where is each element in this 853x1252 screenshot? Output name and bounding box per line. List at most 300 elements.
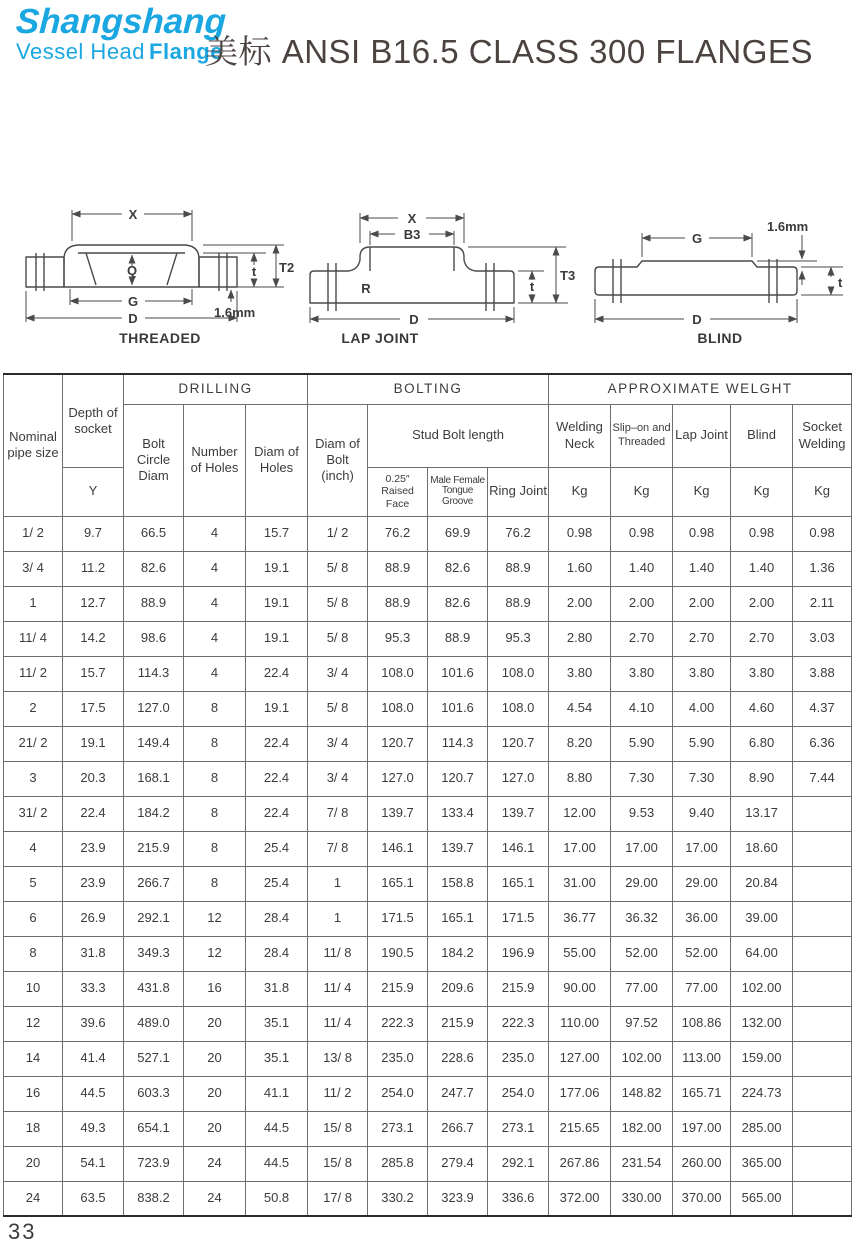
table-cell: 3/ 4 xyxy=(308,726,368,761)
table-cell: 19.1 xyxy=(63,726,124,761)
table-cell: 20 xyxy=(4,1146,63,1181)
table-cell: 15.7 xyxy=(246,516,308,551)
dim-label-d: D xyxy=(128,311,138,326)
table-cell: 267.86 xyxy=(549,1146,611,1181)
table-cell: 285.8 xyxy=(368,1146,428,1181)
table-cell: 36.32 xyxy=(611,901,673,936)
header-nominal-pipe-size: Nominal pipe size xyxy=(4,374,63,516)
table-row xyxy=(4,1006,852,1041)
table-cell: 31/ 2 xyxy=(4,796,63,831)
table-cell: 171.5 xyxy=(488,901,549,936)
table-cell: 3.03 xyxy=(793,621,852,656)
table-cell: 9.7 xyxy=(63,516,124,551)
header-kg-lap-joint: Kg xyxy=(673,467,731,516)
table-cell: 88.9 xyxy=(488,551,549,586)
table-cell: 3/ 4 xyxy=(4,551,63,586)
table-cell: 247.7 xyxy=(428,1076,488,1111)
table-cell xyxy=(793,866,852,901)
table-row xyxy=(4,796,852,831)
table-body xyxy=(4,516,852,1216)
table-cell: 165.1 xyxy=(428,901,488,936)
table-cell: 7.30 xyxy=(611,761,673,796)
table-cell: 25.4 xyxy=(246,831,308,866)
table-row xyxy=(4,1146,852,1181)
table-cell: 15/ 8 xyxy=(308,1111,368,1146)
table-cell: 2.70 xyxy=(611,621,673,656)
dim-label-raised-face: 1.6mm xyxy=(767,219,809,234)
table-cell: 114.3 xyxy=(124,656,184,691)
table-cell: 158.8 xyxy=(428,866,488,901)
table-cell: 349.3 xyxy=(124,936,184,971)
table-cell: 5/ 8 xyxy=(308,551,368,586)
table-cell: 6.80 xyxy=(731,726,793,761)
table-cell: 7.30 xyxy=(673,761,731,796)
dim-label-t2: T2 xyxy=(279,260,295,275)
table-cell: 489.0 xyxy=(124,1006,184,1041)
brand-tagline-flange: Flange xyxy=(149,39,223,64)
table-cell: 28.4 xyxy=(246,901,308,936)
diagram-caption-threaded: THREADED xyxy=(119,330,201,346)
table-cell: 4 xyxy=(4,831,63,866)
lap-joint-drawing xyxy=(300,183,578,333)
table-cell: 7/ 8 xyxy=(308,796,368,831)
table-cell: 88.9 xyxy=(428,621,488,656)
table-cell: 1.60 xyxy=(549,551,611,586)
threaded-drawing xyxy=(18,183,298,333)
table-cell: 12 xyxy=(4,1006,63,1041)
table-cell: 18 xyxy=(4,1111,63,1146)
table-cell: 120.7 xyxy=(488,726,549,761)
table-cell: 14.2 xyxy=(63,621,124,656)
table-row xyxy=(4,1181,852,1216)
table-cell: 1.36 xyxy=(793,551,852,586)
table-cell: 11/ 8 xyxy=(308,936,368,971)
table-cell: 10 xyxy=(4,971,63,1006)
table-cell: 101.6 xyxy=(428,656,488,691)
table-cell: 77.00 xyxy=(611,971,673,1006)
table-cell: 16 xyxy=(184,971,246,1006)
table-cell: 127.0 xyxy=(488,761,549,796)
table-cell: 11/ 2 xyxy=(4,656,63,691)
table-cell: 228.6 xyxy=(428,1041,488,1076)
table-cell: 76.2 xyxy=(368,516,428,551)
table-cell: 11/ 4 xyxy=(4,621,63,656)
dim-label-q: Q xyxy=(126,263,138,278)
table-cell: 148.82 xyxy=(611,1076,673,1111)
table-cell: 292.1 xyxy=(488,1146,549,1181)
table-row xyxy=(4,1111,852,1146)
table-cell: 149.4 xyxy=(124,726,184,761)
table-cell xyxy=(793,1006,852,1041)
table-cell: 41.4 xyxy=(63,1041,124,1076)
table-cell: 3/ 4 xyxy=(308,656,368,691)
table-cell: 108.86 xyxy=(673,1006,731,1041)
table-cell: 2.70 xyxy=(673,621,731,656)
table-cell: 102.00 xyxy=(611,1041,673,1076)
table-cell: 0.98 xyxy=(793,516,852,551)
table-cell: 20.3 xyxy=(63,761,124,796)
table-cell: 88.9 xyxy=(368,551,428,586)
table-cell: 292.1 xyxy=(124,901,184,936)
header-kg-blind: Kg xyxy=(731,467,793,516)
table-cell: 28.4 xyxy=(246,936,308,971)
table-cell: 24 xyxy=(184,1181,246,1216)
header-welding-neck: Welding Neck xyxy=(549,404,611,467)
table-cell: 127.0 xyxy=(124,691,184,726)
table-cell: 88.9 xyxy=(488,586,549,621)
table-cell: 11/ 4 xyxy=(308,971,368,1006)
table-cell: 77.00 xyxy=(673,971,731,1006)
table-cell: 8 xyxy=(184,691,246,726)
page-title: 美标 ANSI B16.5 CLASS 300 FLANGES xyxy=(205,33,813,70)
table-cell: 41.1 xyxy=(246,1076,308,1111)
table-cell: 254.0 xyxy=(488,1076,549,1111)
table-cell: 50.8 xyxy=(246,1181,308,1216)
table-cell xyxy=(793,901,852,936)
table-cell xyxy=(793,831,852,866)
table-row xyxy=(4,726,852,761)
table-cell: 5 xyxy=(4,866,63,901)
table-cell: 365.00 xyxy=(731,1146,793,1181)
table-cell: 24 xyxy=(4,1181,63,1216)
table-cell: 26.9 xyxy=(63,901,124,936)
header-ring-joint: Ring Joint xyxy=(488,467,549,516)
table-cell: 1/ 2 xyxy=(308,516,368,551)
table-cell: 8.90 xyxy=(731,761,793,796)
table-cell: 4.54 xyxy=(549,691,611,726)
table-cell: 5.90 xyxy=(673,726,731,761)
table-cell: 24 xyxy=(184,1146,246,1181)
table-cell: 22.4 xyxy=(246,761,308,796)
table-cell: 196.9 xyxy=(488,936,549,971)
table-cell: 654.1 xyxy=(124,1111,184,1146)
table-cell: 159.00 xyxy=(731,1041,793,1076)
table-cell: 4 xyxy=(184,656,246,691)
table-cell: 8.20 xyxy=(549,726,611,761)
dim-label-x: X xyxy=(407,211,417,226)
table-cell: 39.00 xyxy=(731,901,793,936)
table-cell: 44.5 xyxy=(63,1076,124,1111)
table-cell: 323.9 xyxy=(428,1181,488,1216)
table-cell: 3.80 xyxy=(611,656,673,691)
table-cell: 33.3 xyxy=(63,971,124,1006)
dim-label-b3: B3 xyxy=(403,227,421,242)
table-cell: 2 xyxy=(4,691,63,726)
table-cell: 330.00 xyxy=(611,1181,673,1216)
table-cell: 5.90 xyxy=(611,726,673,761)
table-cell: 82.6 xyxy=(428,586,488,621)
table-cell: 2.70 xyxy=(731,621,793,656)
table-cell: 139.7 xyxy=(488,796,549,831)
table-cell: 336.6 xyxy=(488,1181,549,1216)
table-cell: 76.2 xyxy=(488,516,549,551)
table-cell: 215.9 xyxy=(428,1006,488,1041)
table-cell: 36.00 xyxy=(673,901,731,936)
table-cell: 20 xyxy=(184,1041,246,1076)
table-cell: 20 xyxy=(184,1111,246,1146)
header-group-approximate-weight: APPROXIMATE WELGHT xyxy=(549,374,852,404)
table-cell: 5/ 8 xyxy=(308,586,368,621)
header-kg-welding-neck: Kg xyxy=(549,467,611,516)
table-cell: 14 xyxy=(4,1041,63,1076)
table-cell: 3/ 4 xyxy=(308,761,368,796)
table-cell: 171.5 xyxy=(368,901,428,936)
table-cell: 4 xyxy=(184,586,246,621)
table-cell: 31.8 xyxy=(246,971,308,1006)
table-cell: 273.1 xyxy=(488,1111,549,1146)
table-cell xyxy=(793,1076,852,1111)
table-cell: 108.0 xyxy=(368,691,428,726)
table-cell: 3.88 xyxy=(793,656,852,691)
dim-label-d: D xyxy=(692,312,702,327)
table-cell: 88.9 xyxy=(368,586,428,621)
table-cell: 215.9 xyxy=(124,831,184,866)
header-kg-slip-on: Kg xyxy=(611,467,673,516)
table-cell: 190.5 xyxy=(368,936,428,971)
dim-label-r: R xyxy=(361,281,371,296)
table-cell: 372.00 xyxy=(549,1181,611,1216)
table-cell: 3.80 xyxy=(673,656,731,691)
header-slip-on-threaded: Slip–on and Threaded xyxy=(611,404,673,467)
table-cell: 6 xyxy=(4,901,63,936)
table-cell: 4 xyxy=(184,516,246,551)
dim-label-t: t xyxy=(251,264,257,279)
table-cell: 285.00 xyxy=(731,1111,793,1146)
table-cell: 69.9 xyxy=(428,516,488,551)
table-cell: 15.7 xyxy=(63,656,124,691)
header-diam-of-holes: Diam of Holes xyxy=(246,404,308,516)
table-cell: 146.1 xyxy=(488,831,549,866)
threaded-diagram xyxy=(18,183,298,333)
table-cell: 82.6 xyxy=(124,551,184,586)
table-cell xyxy=(793,971,852,1006)
table-cell: 52.00 xyxy=(673,936,731,971)
table-row xyxy=(4,621,852,656)
table-cell: 273.1 xyxy=(368,1111,428,1146)
table-cell: 12.7 xyxy=(63,586,124,621)
header-blind: Blind xyxy=(731,404,793,467)
table-cell: 31.8 xyxy=(63,936,124,971)
header-lap-joint: Lap Joint xyxy=(673,404,731,467)
diagram-caption-blind: BLIND xyxy=(697,330,743,346)
table-cell: 431.8 xyxy=(124,971,184,1006)
table-cell: 29.00 xyxy=(673,866,731,901)
table-cell: 11/ 4 xyxy=(308,1006,368,1041)
table-cell: 101.6 xyxy=(428,691,488,726)
table-cell: 2.00 xyxy=(731,586,793,621)
table-cell: 102.00 xyxy=(731,971,793,1006)
table-cell: 36.77 xyxy=(549,901,611,936)
table-cell: 254.0 xyxy=(368,1076,428,1111)
table-cell: 8 xyxy=(184,796,246,831)
dim-label-t: t xyxy=(529,279,535,294)
table-cell: 108.0 xyxy=(488,691,549,726)
table-cell: 2.11 xyxy=(793,586,852,621)
page-number: 33 xyxy=(8,1219,37,1244)
table-cell: 3 xyxy=(4,761,63,796)
table-cell: 9.40 xyxy=(673,796,731,831)
table-cell: 108.0 xyxy=(368,656,428,691)
table-cell: 266.7 xyxy=(124,866,184,901)
table-cell: 184.2 xyxy=(428,936,488,971)
table-cell: 13.17 xyxy=(731,796,793,831)
table-cell: 182.00 xyxy=(611,1111,673,1146)
table-cell: 1/ 2 xyxy=(4,516,63,551)
table-cell: 0.98 xyxy=(611,516,673,551)
table-cell: 2.00 xyxy=(549,586,611,621)
table-cell: 215.9 xyxy=(368,971,428,1006)
table-cell: 35.1 xyxy=(246,1041,308,1076)
table-cell: 723.9 xyxy=(124,1146,184,1181)
table-cell: 8 xyxy=(4,936,63,971)
table-cell: 235.0 xyxy=(368,1041,428,1076)
table-cell: 22.4 xyxy=(63,796,124,831)
table-cell: 133.4 xyxy=(428,796,488,831)
table-cell: 110.00 xyxy=(549,1006,611,1041)
table-cell: 1.40 xyxy=(611,551,673,586)
table-cell: 177.06 xyxy=(549,1076,611,1111)
table-cell xyxy=(793,1146,852,1181)
table-cell: 39.6 xyxy=(63,1006,124,1041)
table-cell: 44.5 xyxy=(246,1146,308,1181)
table-cell: 88.9 xyxy=(124,586,184,621)
table-cell: 25.4 xyxy=(246,866,308,901)
table-cell: 95.3 xyxy=(488,621,549,656)
table-cell: 279.4 xyxy=(428,1146,488,1181)
table-cell: 139.7 xyxy=(368,796,428,831)
table-cell: 215.65 xyxy=(549,1111,611,1146)
table-row xyxy=(4,1076,852,1111)
header-depth-y: Y xyxy=(63,467,124,516)
table-cell: 139.7 xyxy=(428,831,488,866)
table-cell: 527.1 xyxy=(124,1041,184,1076)
table-cell: 838.2 xyxy=(124,1181,184,1216)
header-stud-bolt-length: Stud Bolt length xyxy=(368,404,549,467)
table-cell: 1 xyxy=(308,866,368,901)
diagram-caption-lap-joint: LAP JOINT xyxy=(341,330,419,346)
header-depth-of-socket: Depth of socket xyxy=(63,374,124,467)
table-cell: 7.44 xyxy=(793,761,852,796)
table-cell: 23.9 xyxy=(63,831,124,866)
table-row xyxy=(4,586,852,621)
table-cell: 22.4 xyxy=(246,726,308,761)
dim-label-t: t xyxy=(838,275,843,290)
table-cell: 8 xyxy=(184,726,246,761)
table-cell: 17.00 xyxy=(549,831,611,866)
table-cell: 66.5 xyxy=(124,516,184,551)
table-row xyxy=(4,831,852,866)
table-cell xyxy=(793,1041,852,1076)
spec-table xyxy=(3,373,852,1217)
table-cell: 132.00 xyxy=(731,1006,793,1041)
table-cell: 120.7 xyxy=(368,726,428,761)
table-cell: 370.00 xyxy=(673,1181,731,1216)
table-cell: 19.1 xyxy=(246,621,308,656)
header-group-bolting: BOLTING xyxy=(308,374,549,404)
table-row xyxy=(4,971,852,1006)
table-cell: 222.3 xyxy=(488,1006,549,1041)
table-cell: 146.1 xyxy=(368,831,428,866)
table-cell: 19.1 xyxy=(246,691,308,726)
table-cell: 3.80 xyxy=(549,656,611,691)
table-cell xyxy=(793,796,852,831)
table-cell: 97.52 xyxy=(611,1006,673,1041)
table-row xyxy=(4,761,852,796)
table-cell: 22.4 xyxy=(246,656,308,691)
table-cell: 0.98 xyxy=(673,516,731,551)
table-cell: 17/ 8 xyxy=(308,1181,368,1216)
table-cell: 197.00 xyxy=(673,1111,731,1146)
table-cell: 64.00 xyxy=(731,936,793,971)
table-cell: 603.3 xyxy=(124,1076,184,1111)
blind-diagram xyxy=(585,183,850,333)
table-cell: 8 xyxy=(184,831,246,866)
table-cell: 165.1 xyxy=(368,866,428,901)
table-cell: 7/ 8 xyxy=(308,831,368,866)
table-cell: 2.00 xyxy=(673,586,731,621)
table-cell: 29.00 xyxy=(611,866,673,901)
table-cell: 165.71 xyxy=(673,1076,731,1111)
header-male-female-tongue-groove: Male Female Tongue Groove xyxy=(428,467,488,516)
lap-joint-diagram xyxy=(300,183,578,333)
table-cell: 4 xyxy=(184,551,246,586)
table-cell: 4.00 xyxy=(673,691,731,726)
table-cell: 20.84 xyxy=(731,866,793,901)
brand-name: Shangshang xyxy=(15,2,228,41)
table-cell xyxy=(793,1111,852,1146)
header-diam-of-bolt: Diam of Bolt (inch) xyxy=(308,404,368,516)
dim-label-g: G xyxy=(127,294,139,309)
table-cell: 108.0 xyxy=(488,656,549,691)
table-cell: 1.40 xyxy=(731,551,793,586)
table-cell: 20 xyxy=(184,1076,246,1111)
table-cell: 215.9 xyxy=(488,971,549,1006)
table-cell: 54.1 xyxy=(63,1146,124,1181)
table-row xyxy=(4,551,852,586)
dim-label-raised-face: 1.6mm xyxy=(214,305,256,320)
table-row xyxy=(4,516,852,551)
table-cell: 127.0 xyxy=(368,761,428,796)
dim-label-t3: T3 xyxy=(560,268,576,283)
table-cell: 1.40 xyxy=(673,551,731,586)
table-cell: 20 xyxy=(184,1006,246,1041)
table-cell: 12 xyxy=(184,936,246,971)
table-cell: 19.1 xyxy=(246,551,308,586)
table-row xyxy=(4,691,852,726)
table-cell: 22.4 xyxy=(246,796,308,831)
table-cell: 52.00 xyxy=(611,936,673,971)
table-cell: 209.6 xyxy=(428,971,488,1006)
table-cell: 127.00 xyxy=(549,1041,611,1076)
table-cell: 44.5 xyxy=(246,1111,308,1146)
table-cell xyxy=(793,1181,852,1216)
table-cell: 90.00 xyxy=(549,971,611,1006)
table-cell: 11/ 2 xyxy=(308,1076,368,1111)
table-cell: 31.00 xyxy=(549,866,611,901)
table-cell: 12 xyxy=(184,901,246,936)
table-cell: 231.54 xyxy=(611,1146,673,1181)
table-cell: 184.2 xyxy=(124,796,184,831)
table-cell xyxy=(793,936,852,971)
table-cell: 0.98 xyxy=(731,516,793,551)
header-group-drilling: DRILLING xyxy=(124,374,308,404)
table-cell: 330.2 xyxy=(368,1181,428,1216)
table-cell: 15/ 8 xyxy=(308,1146,368,1181)
dim-label-g: G xyxy=(691,231,703,246)
table-cell: 19.1 xyxy=(246,586,308,621)
dim-label-x: X xyxy=(128,207,138,222)
table-row xyxy=(4,901,852,936)
